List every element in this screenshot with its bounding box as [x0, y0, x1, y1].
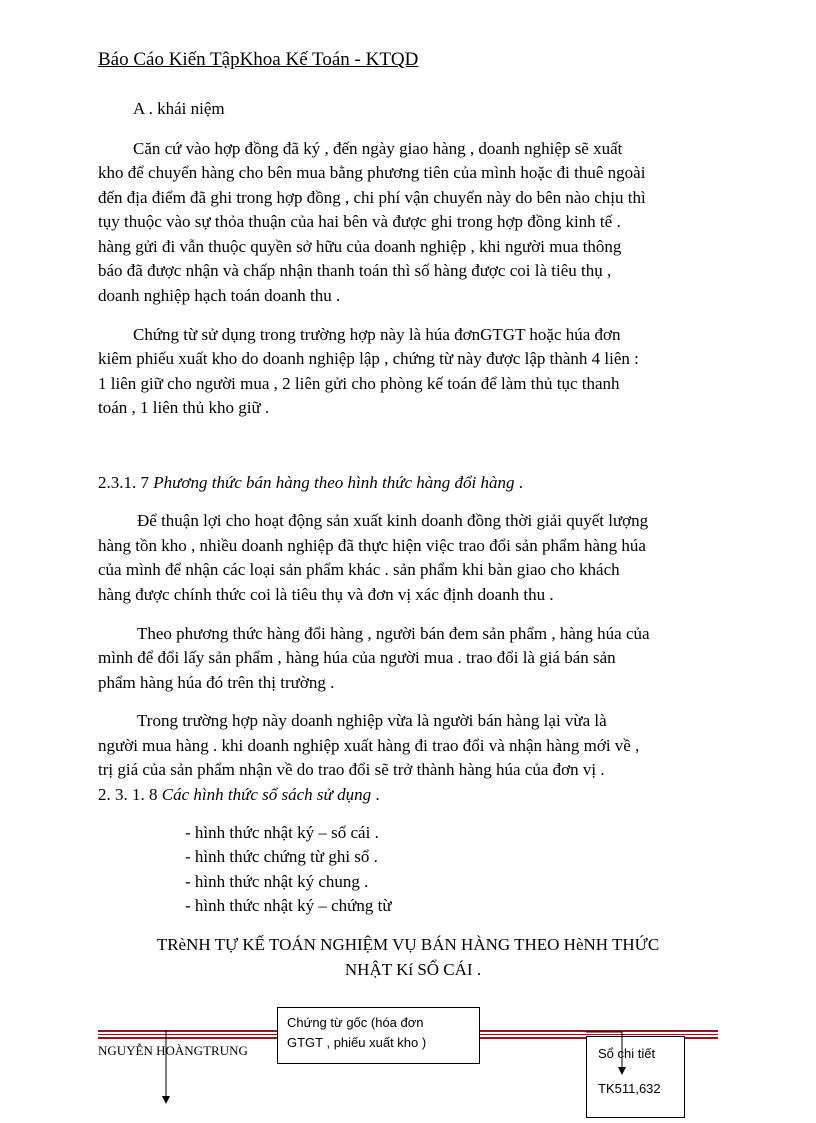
text-line: doanh nghiệp hạch toán doanh thu . [98, 286, 341, 305]
down-arrow-icon [158, 1030, 174, 1110]
section-number: 2. 3. 1. 8 [98, 785, 162, 804]
section-title: Phương thức bán hàng theo hình thức hàng đổi hàng [153, 473, 515, 492]
text-line: hàng được chính thức coi là tiêu thụ và đơn vị xác định doanh thu . [98, 585, 554, 604]
section-title: Các hình thức sổ sách sử dụng [161, 785, 372, 804]
box-line: Chứng từ gốc (hóa đơn [287, 1015, 424, 1030]
box-line: Sổ chi tiết [598, 1046, 656, 1061]
section-end: . [514, 473, 524, 492]
text-line: Theo phương thức hàng đổi hàng , người bán đem sản phẩm , hàng húa của [137, 624, 650, 643]
section-heading-2318 [98, 783, 380, 808]
box-line: TK511,632 [598, 1081, 661, 1096]
text-line: hàng gửi đi vẫn thuộc quyền sở hữu của doanh nghiệp , khi người mua thông [98, 237, 622, 256]
text-line: trị giá của sản phẩm nhận về do trao đổi sẽ trở thành hàng húa của đơn vị . [98, 760, 605, 779]
diagram-title-line-2: NHẬT Kí SỔ CÁI . [344, 960, 482, 979]
text-line: đến địa điểm đã ghi trong hợp đồng , chi phí vận chuyển này do bên nào chịu thì [98, 188, 646, 207]
text-line: phẩm hàng húa đó trên thị trường . [98, 673, 335, 692]
connector-arrow-icon [586, 1031, 636, 1081]
footer-author: NGUYỄN HOÀNGTRUNG [98, 1043, 248, 1058]
list-item: - hình thức chứng từ ghi sổ . [185, 847, 378, 866]
section-heading-2317 [98, 471, 523, 496]
list-item: - hình thức nhật ký chung . [185, 872, 369, 891]
diagram-title-line-1: TRèNH TỰ KẾ TOÁN NGHIỆM VỤ BÁN HÀNG THEO HèNH THỨC [156, 935, 660, 954]
section-number: 2.3.1. 7 [98, 473, 154, 492]
source-documents-box [277, 1007, 480, 1064]
text-line: kiêm phiếu xuất kho do doanh nghiệp lập , chứng từ này được lập thành 4 liên : [98, 349, 639, 368]
page-header: Báo Cáo Kiến TậpKhoa Kế Toán - KTQD [98, 49, 419, 70]
text-line: hàng tồn kho , nhiều doanh nghiệp đã thực hiện việc trao đổi sản phẩm hàng húa [98, 536, 646, 555]
text-line: của mình để nhận các loại sản phẩm khác . sản phẩm khi bàn giao cho khách [98, 560, 620, 579]
text-line: 1 liên giữ cho người mua , 2 liên gửi cho phòng kế toán để làm thủ tục thanh [98, 374, 620, 393]
text-line: Để thuận lợi cho hoạt động sản xuất kinh doanh đồng thời giải quyết lượng [137, 511, 649, 530]
text-line: mình để đổi lấy sản phẩm , hàng húa của người mua . trao đổi là giá bán sản [98, 648, 616, 667]
box-line: GTGT , phiếu xuất kho ) [287, 1035, 427, 1050]
text-line: Căn cứ vào hợp đồng đã ký , đến ngày giao hàng , doanh nghiệp sẽ xuất [133, 139, 623, 158]
text-line: Trong trường hợp này doanh nghiệp vừa là người bán hàng lại vừa là [137, 711, 607, 730]
text-line: tụy thuộc vào sự thỏa thuận của hai bên và được ghi trong hợp đồng kinh tế . [98, 212, 621, 231]
text-line: toán , 1 liên thủ kho giữ . [98, 398, 270, 417]
text-line: người mua hàng . khi doanh nghiệp xuất hàng đi trao đổi và nhận hàng mới về , [98, 736, 640, 755]
text-line: báo đã được nhận và chấp nhận thanh toán thì số hàng được coi là tiêu thụ , [98, 261, 612, 280]
section-end: . [371, 785, 380, 804]
section-a-title: A . khái niệm [133, 99, 225, 118]
text-line: kho để chuyển hàng cho bên mua bằng phương tiên của mình hoặc đi thuê ngoài [98, 163, 646, 182]
list-item: - hình thức nhật ký – sổ cái . [185, 823, 379, 842]
text-line: Chứng từ sử dụng trong trường hợp này là húa đơnGTGT hoặc húa đơn [133, 325, 621, 344]
list-item: - hình thức nhật ký – chứng từ [185, 896, 392, 915]
